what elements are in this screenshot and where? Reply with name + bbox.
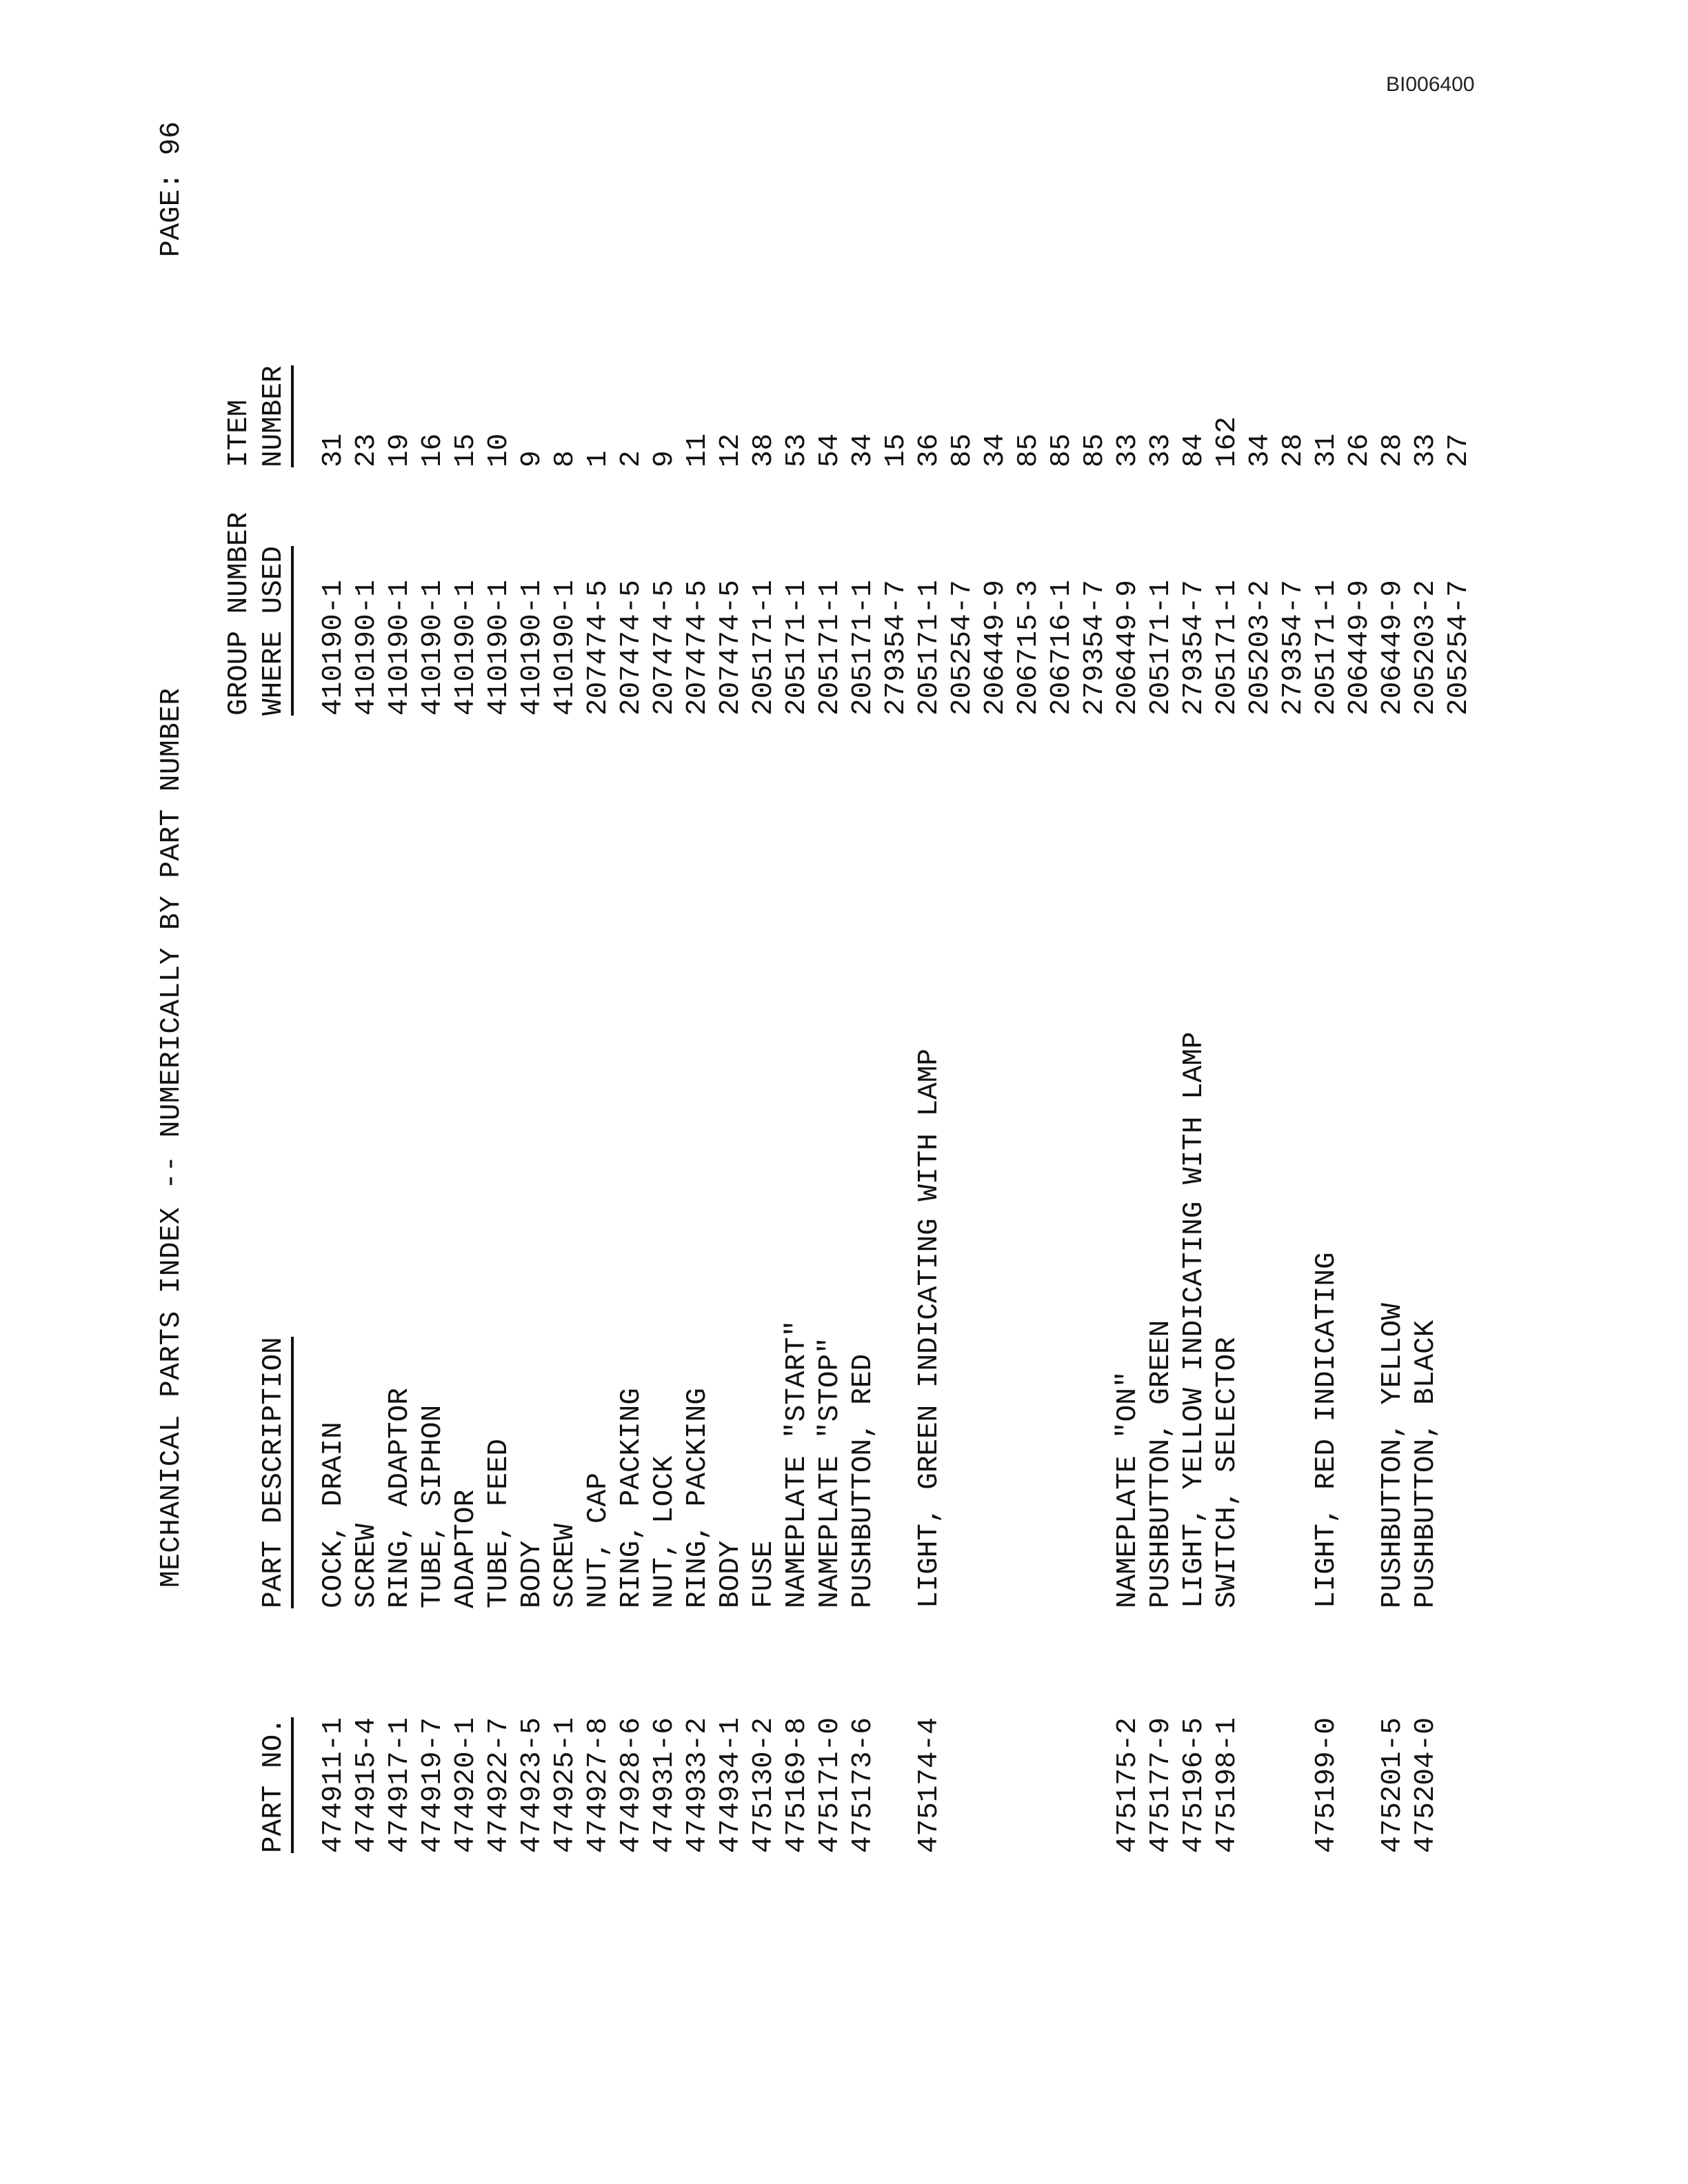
group-number-cell: 410190-1	[550, 580, 581, 716]
part-number-cell: 475196-5	[1178, 1717, 1210, 1853]
table-row	[416, 0, 450, 2184]
table-row	[516, 0, 549, 2184]
table-row	[814, 0, 847, 2184]
part-number-cell: 474933-2	[682, 1717, 714, 1853]
group-number-cell: 207474-5	[715, 580, 747, 716]
group-number-cell: 205203-2	[1410, 580, 1442, 716]
item-number-cell: 16	[417, 433, 449, 467]
part-description-cell: LIGHT, GREEN INDICATING WITH LAMP	[914, 1049, 945, 1608]
part-number-cell: 475198-1	[1212, 1717, 1243, 1853]
part-description-cell: NAMEPLATE "START"	[781, 1320, 813, 1608]
part-description-cell: LIGHT, RED INDICATING	[1311, 1252, 1343, 1608]
item-number-cell: 85	[1046, 433, 1078, 467]
header-part-no: PART NO.	[257, 1717, 294, 1853]
item-number-cell: 15	[450, 433, 482, 467]
part-description-cell: RING, PACKING	[616, 1388, 647, 1608]
item-number-cell: 10	[483, 433, 515, 467]
item-number-cell: 31	[318, 433, 350, 467]
group-number-cell: 279354-7	[1079, 580, 1111, 716]
table-row	[1012, 0, 1045, 2184]
group-number-cell: 206449-9	[1112, 580, 1144, 716]
part-number-cell: 475204-0	[1410, 1717, 1442, 1853]
item-number-cell: 33	[1410, 433, 1442, 467]
table-row	[450, 0, 483, 2184]
item-number-cell: 36	[914, 433, 945, 467]
item-number-cell: 162	[1212, 416, 1243, 467]
item-number-cell: 26	[1344, 433, 1376, 467]
table-row	[615, 0, 648, 2184]
part-description-cell: BODY	[715, 1540, 747, 1608]
part-description-cell: PUSHBUTTON, GREEN	[1145, 1320, 1177, 1608]
part-number-cell: 475177-9	[1145, 1717, 1177, 1853]
part-description-cell: SCREW	[550, 1523, 581, 1608]
table-row	[1376, 0, 1409, 2184]
part-number-cell: 474911-1	[318, 1717, 350, 1853]
document-id: BI006400	[1386, 73, 1475, 96]
item-number-cell: 27	[1443, 433, 1475, 467]
table-row	[582, 0, 615, 2184]
part-number-cell: 474931-6	[649, 1717, 681, 1853]
part-description-cell: NAMEPLATE "STOP"	[814, 1337, 846, 1608]
part-number-cell: 474917-1	[384, 1717, 416, 1853]
table-row	[1112, 0, 1145, 2184]
item-number-cell: 34	[1245, 433, 1276, 467]
group-number-cell: 205171-1	[847, 580, 879, 716]
group-number-cell: 207474-5	[583, 580, 614, 716]
table-row	[781, 0, 814, 2184]
item-number-cell: 34	[980, 433, 1012, 467]
group-number-cell: 207474-5	[616, 580, 647, 716]
group-number-cell: 410190-1	[318, 580, 350, 716]
table-row	[880, 0, 913, 2184]
header-item: ITEM	[223, 399, 255, 467]
part-description-cell: FUSE	[748, 1540, 780, 1608]
part-description-cell: SWITCH, SELECTOR	[1212, 1337, 1243, 1608]
item-number-cell: 1	[583, 450, 614, 467]
group-number-cell: 410190-1	[384, 580, 416, 716]
group-number-cell: 410190-1	[450, 580, 482, 716]
table-row	[946, 0, 979, 2184]
group-number-cell: 205171-1	[1212, 580, 1243, 716]
item-number-cell: 23	[351, 433, 383, 467]
part-description-cell: ADAPTOR	[450, 1489, 482, 1608]
page-title: MECHANICAL PARTS INDEX -- NUMERICALLY BY PART NUMBER	[156, 687, 188, 1588]
item-number-cell: 11	[682, 433, 714, 467]
group-number-cell: 205171-1	[814, 580, 846, 716]
part-description-cell: RING, PACKING	[682, 1388, 714, 1608]
part-number-cell: 474925-1	[550, 1717, 581, 1853]
item-number-cell: 85	[1013, 433, 1045, 467]
part-description-cell: TUBE, FEED	[483, 1438, 515, 1608]
table-row	[1078, 0, 1112, 2184]
table-row	[747, 0, 781, 2184]
page-number: PAGE: 96	[156, 121, 188, 257]
table-row	[1145, 0, 1178, 2184]
table-row	[1443, 0, 1476, 2184]
item-number-cell: 33	[1145, 433, 1177, 467]
group-number-cell: 410190-1	[351, 580, 383, 716]
item-number-cell: 84	[1178, 433, 1210, 467]
header-where-used: WHERE USED	[257, 546, 294, 716]
part-number-cell: 475169-8	[781, 1717, 813, 1853]
table-row	[317, 0, 350, 2184]
table-row	[648, 0, 681, 2184]
item-number-cell: 31	[1311, 433, 1343, 467]
part-number-cell: 475173-6	[847, 1717, 879, 1853]
group-number-cell: 279354-7	[1178, 580, 1210, 716]
group-number-cell: 205203-2	[1245, 580, 1276, 716]
group-number-cell: 206715-3	[1013, 580, 1045, 716]
table-row	[1343, 0, 1376, 2184]
group-number-cell: 206449-9	[1377, 580, 1409, 716]
table-row	[681, 0, 714, 2184]
group-number-cell: 205171-1	[1311, 580, 1343, 716]
table-row	[483, 0, 516, 2184]
part-number-cell: 474920-1	[450, 1717, 482, 1853]
table-row	[913, 0, 946, 2184]
header-group-number: GROUP NUMBER	[223, 512, 255, 716]
part-description-cell: PUSHBUTTON, RED	[847, 1353, 879, 1608]
table-row	[350, 0, 383, 2184]
part-number-cell: 474934-1	[715, 1717, 747, 1853]
table-row	[1178, 0, 1211, 2184]
item-number-cell: 38	[748, 433, 780, 467]
table-row	[1277, 0, 1310, 2184]
item-number-cell: 33	[1112, 433, 1144, 467]
table-row	[1310, 0, 1343, 2184]
part-description-cell: LIGHT, YELLOW INDICATING WITH LAMP	[1178, 1031, 1210, 1608]
group-number-cell: 206716-1	[1046, 580, 1078, 716]
group-number-cell: 205171-1	[748, 580, 780, 716]
item-number-cell: 8	[550, 450, 581, 467]
part-description-cell: PUSHBUTTON, YELLOW	[1377, 1303, 1409, 1608]
part-number-cell: 474919-7	[417, 1717, 449, 1853]
group-number-cell: 279354-7	[1278, 580, 1309, 716]
item-number-cell: 12	[715, 433, 747, 467]
part-number-cell: 475130-2	[748, 1717, 780, 1853]
part-number-cell: 474915-4	[351, 1717, 383, 1853]
item-number-cell: 54	[814, 433, 846, 467]
table-row	[714, 0, 747, 2184]
part-number-cell: 474922-7	[483, 1717, 515, 1853]
item-number-cell: 9	[649, 450, 681, 467]
item-number-cell: 85	[947, 433, 978, 467]
group-number-cell: 206449-9	[980, 580, 1012, 716]
part-number-cell: 474923-5	[516, 1717, 548, 1853]
group-number-cell: 206449-9	[1344, 580, 1376, 716]
item-number-cell: 28	[1278, 433, 1309, 467]
group-number-cell: 205254-7	[1443, 580, 1475, 716]
item-number-cell: 15	[881, 433, 912, 467]
part-description-cell: RING, ADAPTOR	[384, 1388, 416, 1608]
item-number-cell: 53	[781, 433, 813, 467]
part-description-cell: NUT, LOCK	[649, 1455, 681, 1608]
table-row	[1409, 0, 1443, 2184]
part-number-cell: 475171-0	[814, 1717, 846, 1853]
item-number-cell: 85	[1079, 433, 1111, 467]
part-description-cell: COCK, DRAIN	[318, 1422, 350, 1608]
header-part-description: PART DESCRIPTION	[257, 1337, 294, 1608]
group-number-cell: 279354-7	[881, 580, 912, 716]
group-number-cell: 205171-1	[781, 580, 813, 716]
part-description-cell: BODY	[516, 1540, 548, 1608]
part-number-cell: 475174-4	[914, 1717, 945, 1853]
item-number-cell: 2	[616, 450, 647, 467]
item-number-cell: 28	[1377, 433, 1409, 467]
header-item-number: NUMBER	[257, 365, 294, 467]
table-row	[1211, 0, 1244, 2184]
part-number-cell: 475199-0	[1311, 1717, 1343, 1853]
part-number-cell: 474927-8	[583, 1717, 614, 1853]
table-row	[979, 0, 1012, 2184]
part-description-cell: PUSHBUTTON, BLACK	[1410, 1320, 1442, 1608]
group-number-cell: 207474-5	[682, 580, 714, 716]
group-number-cell: 205254-7	[947, 580, 978, 716]
table-row	[383, 0, 416, 2184]
part-number-cell: 474928-6	[616, 1717, 647, 1853]
item-number-cell: 9	[516, 450, 548, 467]
part-description-cell: SCREW	[351, 1523, 383, 1608]
part-number-cell: 475175-2	[1112, 1717, 1144, 1853]
group-number-cell: 410190-1	[417, 580, 449, 716]
group-number-cell: 410190-1	[516, 580, 548, 716]
group-number-cell: 205171-1	[1145, 580, 1177, 716]
part-description-cell: TUBE, SIPHON	[417, 1404, 449, 1608]
part-number-cell: 475201-5	[1377, 1717, 1409, 1853]
item-number-cell: 19	[384, 433, 416, 467]
group-number-cell: 205171-1	[914, 580, 945, 716]
item-number-cell: 34	[847, 433, 879, 467]
table-row	[549, 0, 582, 2184]
table-row	[1045, 0, 1078, 2184]
group-number-cell: 207474-5	[649, 580, 681, 716]
group-number-cell: 410190-1	[483, 580, 515, 716]
part-description-cell: NUT, CAP	[583, 1473, 614, 1608]
parts-table	[317, 0, 1476, 2184]
table-row	[847, 0, 880, 2184]
part-description-cell: NAMEPLATE "ON"	[1112, 1371, 1144, 1608]
table-row	[1244, 0, 1277, 2184]
